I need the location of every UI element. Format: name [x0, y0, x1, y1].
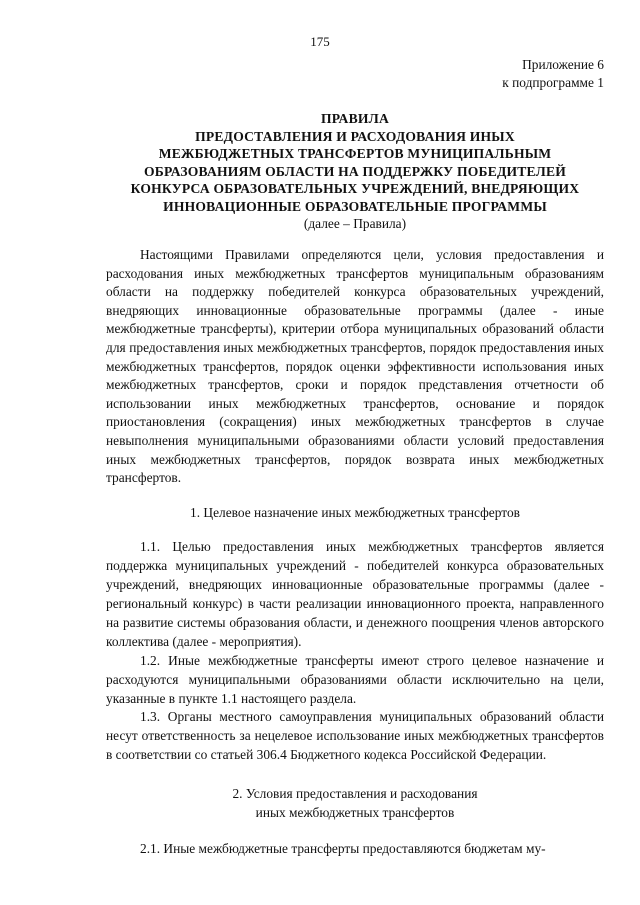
title-line: ИННОВАЦИОННЫЕ ОБРАЗОВАТЕЛЬНЫЕ ПРОГРАММЫ — [163, 198, 547, 214]
appendix-reference — [502, 56, 604, 92]
section-2-heading-line-1: 2. Условия предоставления и расходования — [232, 786, 478, 802]
section-1-heading: 1. Целевое назначение иных межбюджетных трансфертов — [190, 504, 520, 520]
title-line: ПРЕДОСТАВЛЕНИЯ И РАСХОДОВАНИЯ ИНЫХ — [195, 128, 515, 144]
section-2-heading-line-2: иных межбюджетных трансфертов — [255, 804, 455, 820]
title-line: ОБРАЗОВАНИЯМ ОБЛАСТИ НА ПОДДЕРЖКУ ПОБЕДИТЕЛЕЙ — [143, 163, 567, 179]
paragraph-2-1: 2.1. Иные межбюджетные трансферты предоставляются бюджетам му- — [140, 841, 546, 857]
appendix-line-1: Приложение 6 — [522, 57, 604, 72]
document-title — [106, 110, 604, 232]
title-subtitle: (далее – Правила) — [303, 216, 407, 231]
title-line: МЕЖБЮДЖЕТНЫХ ТРАНСФЕРТОВ МУНИЦИПАЛЬНЫМ — [158, 146, 552, 161]
section-2-heading — [106, 785, 604, 822]
paragraph-1-1: 1.1. Целью предоставления иных межбюджетных трансфертов является поддержка муниципальных учреждений - победителей конкурса образовательных учреждений, внедряющих инновационные образовательные программы (далее - региональный конкурс) в части реализации инновационного проекта, направленного на развитие системы образования области, и денежного поощрения членов авторского коллектива (далее - мероприятия). — [106, 539, 604, 649]
paragraph-1-2: 1.2. Иные межбюджетные трансферты имеют строго целевое назначение и расходуются муниципальными образованиями области исключительно на цели, указанные в пункте 1.1 настоящего раздела. — [106, 652, 604, 706]
intro-paragraph: Настоящими Правилами определяются цели, условия предоставления и расходования иных межбюджетных трансфертов муниципальным образованиям области на поддержку победителей конкурса образовательных учреждений, внедряющих инновационные образовательные программы (далее - иные межбюджетные трансферты), критерии отбора муниципальных образований области для предоставления иных межбюджетных трансфертов, порядок предоставления иных межбюджетных трансфертов, порядок оценки эффективности использования иных межбюджетных трансфертов, сроки и порядок представления отчетности об использовании иных межбюджетных трансфертов, основание и порядок приостановления (сокращения) иных межбюджетных трансфертов в случае невыполнения муниципальными образованиями области условий предоставления иных межбюджетных трансфертов, порядок возврата иных межбюджетных трансфертов. — [106, 247, 604, 486]
title-line: ПРАВИЛА — [321, 111, 389, 126]
paragraph-1-3: 1.3. Органы местного самоуправления муниципальных образований области несут ответственность за нецелевое использование иных межбюджетных трансфертов в соответствии со статьей 306.4 Бюджетного кодекса Российской Федерации. — [106, 709, 604, 763]
document-body — [106, 246, 604, 859]
appendix-line-2: к подпрограмме 1 — [502, 75, 604, 90]
title-line: КОНКУРСА ОБРАЗОВАТЕЛЬНЫХ УЧРЕЖДЕНИЙ, ВНЕДРЯЮЩИХ — [130, 181, 580, 196]
page-number: 175 — [310, 34, 330, 49]
